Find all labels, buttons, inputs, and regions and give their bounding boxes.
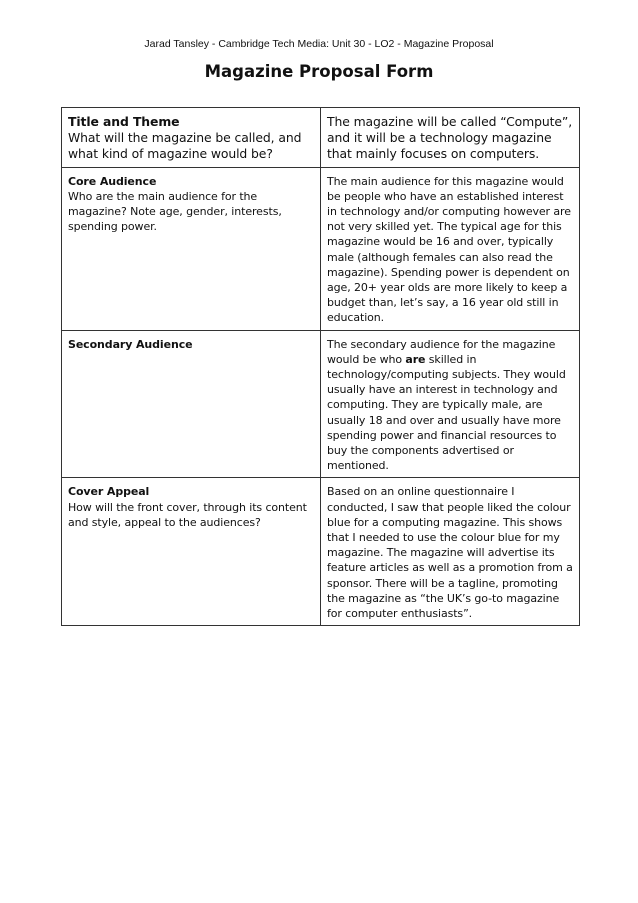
table-row-title-theme [62,108,580,168]
row-label: Title and Theme [68,114,180,129]
table-row-cover-appeal [62,478,580,626]
table-row-secondary-audience [62,330,580,478]
answer-cell [321,167,580,330]
row-question: What will the magazine be called, and what kind of magazine would be? [68,130,302,162]
row-label: Core Audience [68,174,157,188]
question-cell [62,478,321,626]
row-answer: The magazine will be called “Compute”, and it will be a technology magazine that mainly focuses on computers. [327,114,573,162]
answer-cell [321,478,580,626]
row-answer: Based on an online questionnaire I conducted, I saw that people liked the colour blue for a computing magazine. This shows that I needed to use the colour blue for my magazine. The magazine will advertise its feature articles as well as a promotion from a sponsor. There will be a tagline, promoting the magazine as “the UK’s go-to magazine for computer enthusiasts”. [327,485,573,621]
document-title: Magazine Proposal Form [204,62,434,81]
question-cell [62,108,321,168]
row-answer: The main audience for this magazine would be people who have an established interest in technology and/or computing however are not very skilled yet. The typical age for this magazine would be 16 and over, typically male (although females can also read the magazine). Spending power is dependent on age, 20+ year olds are more likely to keep a budget than, let’s say, a 16 year old still in education. [327,174,571,325]
row-answer-emphasis: are [405,352,426,366]
row-question: Who are the main audience for the magazine? Note age, gender, interests, spending power. [68,189,282,234]
table-row-core-audience [62,167,580,330]
row-answer-part: skilled in technology/computing subjects. They would usually have an interest in technology and computing. They are typically male, are usually 18 and over and usually have more spending power and financial resources to buy the components advertised or mentioned. [327,352,566,473]
row-label: Cover Appeal [68,485,150,499]
row-label: Secondary Audience [68,337,193,351]
question-cell [62,167,321,330]
answer-cell [321,330,580,478]
question-cell [62,330,321,478]
proposal-table [61,107,580,626]
row-answer-part: The secondary audience for the magazine would be who [327,337,556,366]
page-header: Jarad Tansley - Cambridge Tech Media: Unit 30 - LO2 - Magazine Proposal [144,38,494,50]
row-question: How will the front cover, through its content and style, appeal to the audiences? [68,500,307,529]
answer-cell [321,108,580,168]
